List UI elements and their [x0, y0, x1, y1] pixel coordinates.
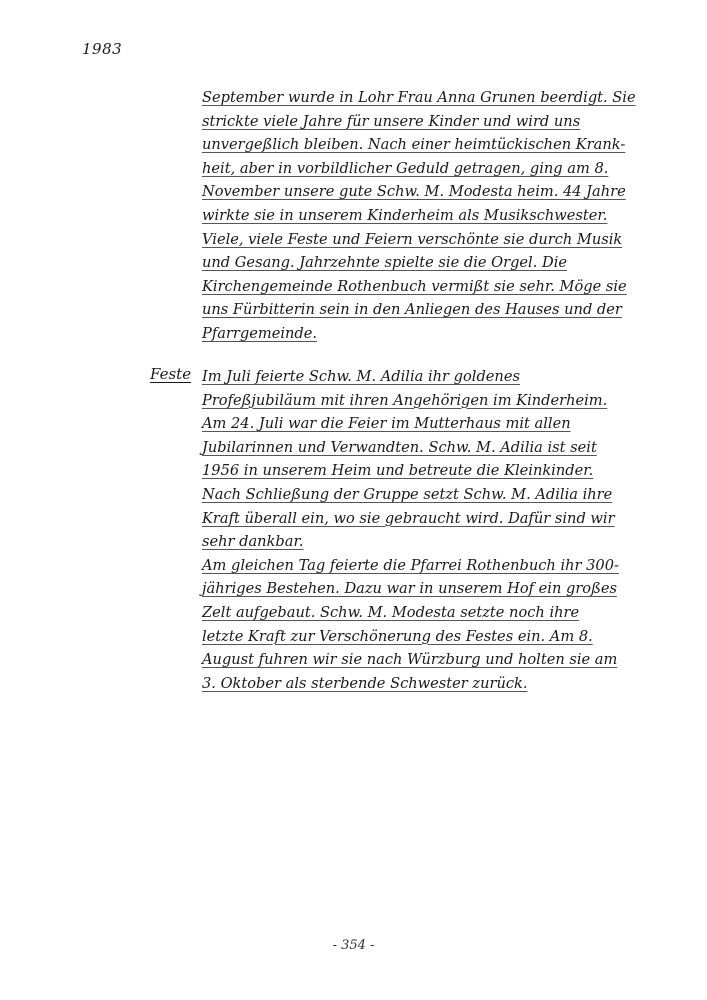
text-line: Kirchengemeinde Rothenbuch vermißt sie sehr. Möge sie	[202, 277, 627, 295]
text-line: unvergeßlich bleiben. Nach einer heimtückischen Krank-	[202, 136, 626, 154]
text-line: jähriges Bestehen. Dazu war in unserem Hof ein großes	[202, 580, 617, 598]
text-line: sehr dankbar.	[202, 533, 304, 551]
text-line: Jubilarinnen und Verwandten. Schw. M. Adilia ist seit	[202, 438, 597, 456]
text-line: Am 24. Juli war die Feier im Mutterhaus mit allen	[202, 415, 571, 433]
text-line: Viele, viele Feste und Feiern verschönte sie durch Musik	[202, 230, 623, 248]
text-line: Am gleichen Tag feierte die Pfarrei Rothenbuch ihr 300-	[202, 556, 619, 574]
text-line: 1956 in unserem Heim und betreute die Kleinkinder.	[202, 462, 594, 480]
text-line: letzte Kraft zur Verschönerung des Festes ein. Am 8.	[202, 627, 593, 645]
text-line: und Gesang. Jahrzehnte spielte sie die Orgel. Die	[202, 254, 568, 272]
year-heading: 1983	[82, 40, 123, 58]
text-line: August fuhren wir sie nach Würzburg und holten sie am	[202, 651, 618, 669]
text-line: Kraft überall ein, wo sie gebraucht wird. Dafür sind wir	[202, 509, 615, 527]
text-line: uns Fürbitterin sein in den Anliegen des Hauses und der	[202, 301, 622, 319]
page-number: - 354 -	[332, 938, 375, 953]
text-line: Im Juli feierte Schw. M. Adilia ihr goldenes	[202, 368, 520, 385]
text-line: heit, aber in vorbildlicher Geduld getragen, ging am 8.	[202, 159, 609, 177]
text-line: 3. Oktober als sterbende Schwester zurück.	[202, 674, 528, 692]
section-label-feste: Feste	[150, 365, 192, 383]
section-text	[202, 86, 642, 346]
text-line: Zelt aufgebaut. Schw. M. Modesta setzte noch ihre	[202, 603, 580, 621]
text-line: Nach Schließung der Gruppe setzt Schw. M. Adilia ihre	[202, 485, 613, 503]
text-line: Profeßjubiläum mit ihren Angehörigen im Kinderheim.	[202, 391, 608, 409]
text-line: Pfarrgemeinde.	[202, 324, 318, 342]
text-line: strickte viele Jahre für unsere Kinder und wird uns	[202, 112, 581, 130]
text-line: wirkte sie in unserem Kinderheim als Musikschwester.	[202, 206, 608, 224]
text-line: November unsere gute Schw. M. Modesta heim. 44 Jahre	[202, 183, 626, 201]
text-line: September wurde in Lohr Frau Anna Grunen beerdigt. Sie	[202, 89, 636, 106]
section-text	[202, 365, 642, 695]
